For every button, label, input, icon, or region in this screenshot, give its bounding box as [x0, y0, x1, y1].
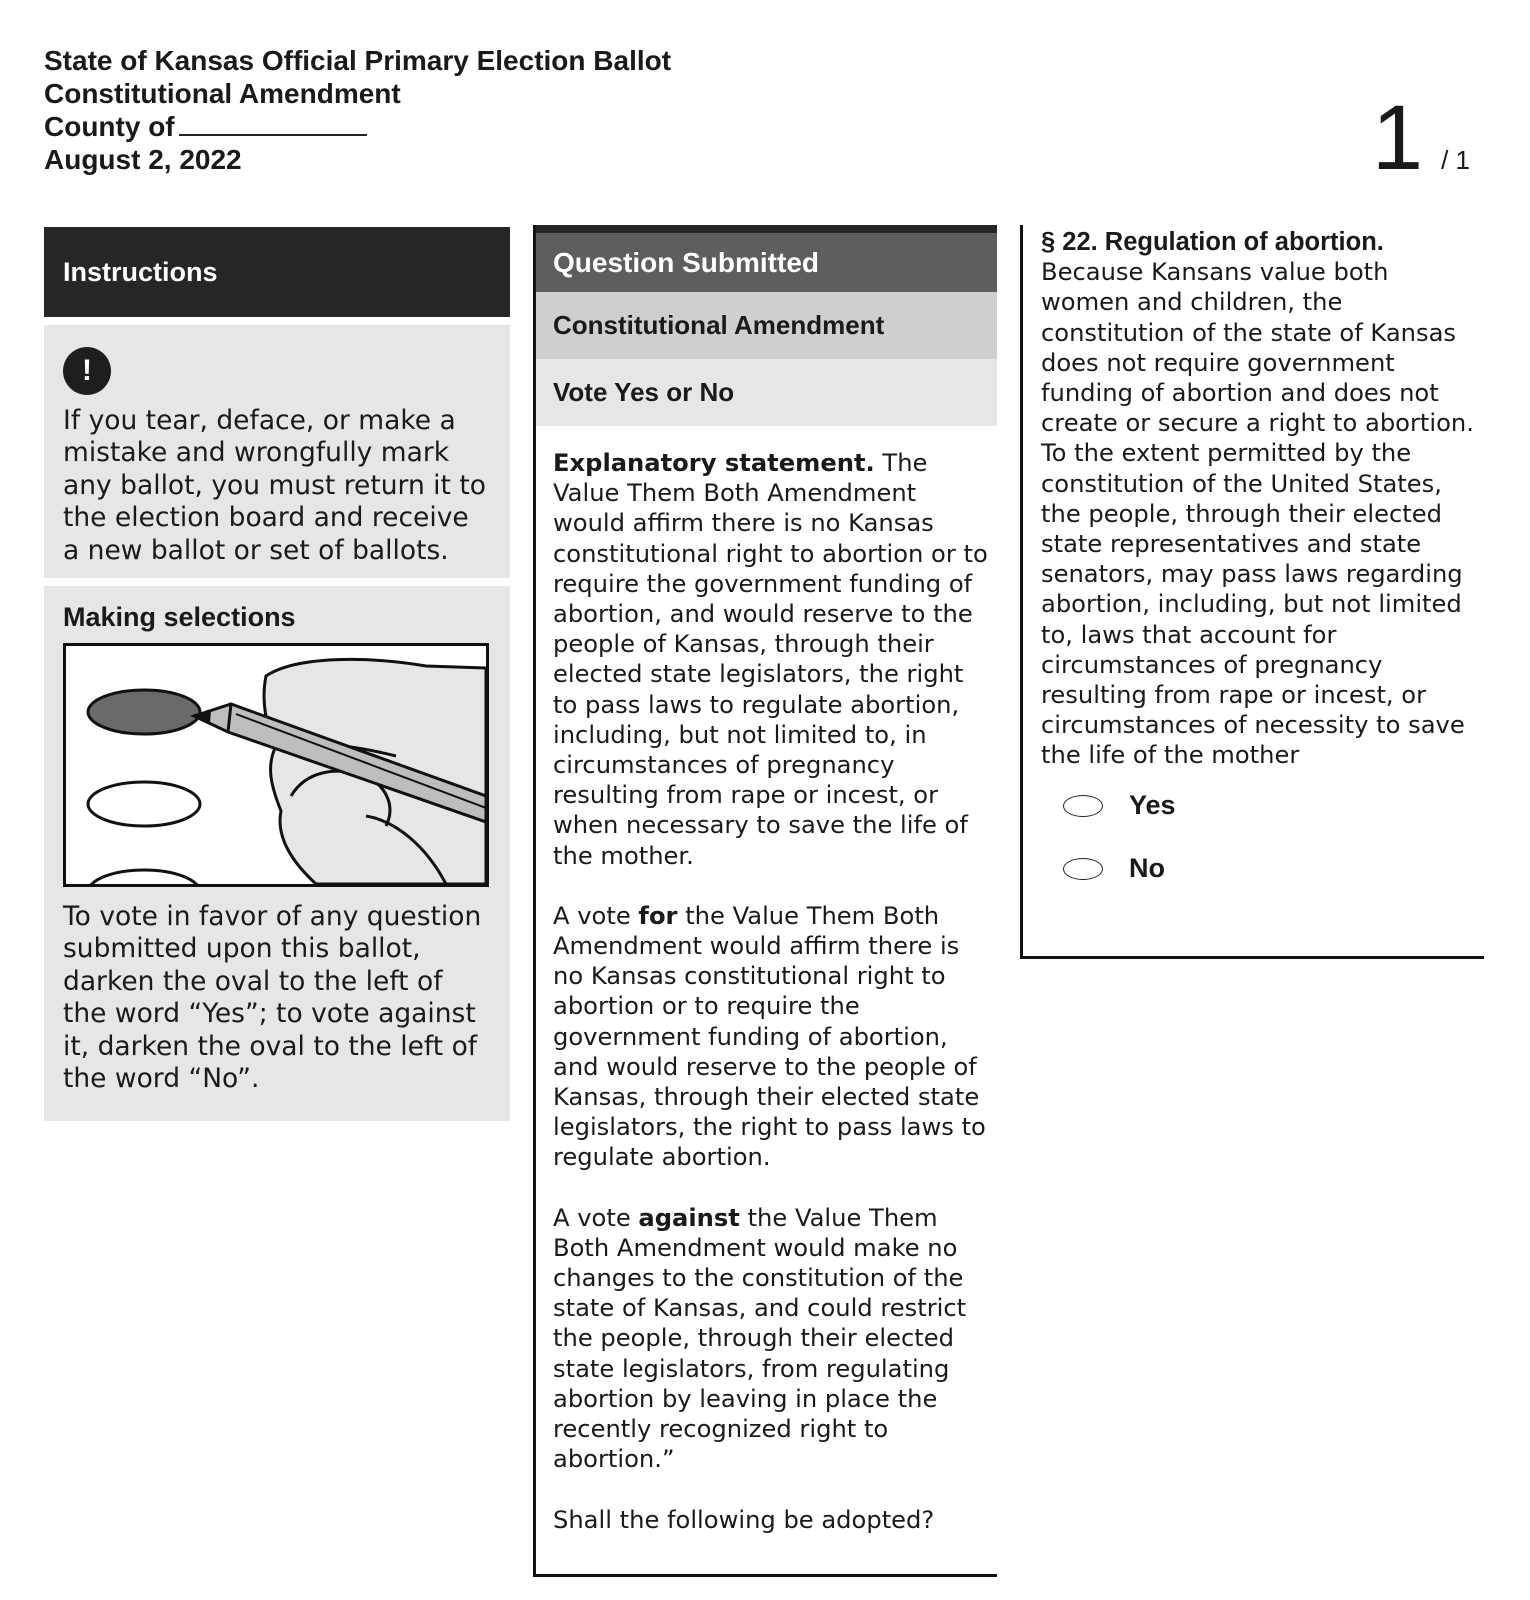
vote-against-statement — [553, 1203, 989, 1475]
vote-against-word: against — [638, 1203, 740, 1232]
yes-label[interactable]: Yes — [1129, 790, 1176, 820]
filled-oval-example — [88, 690, 200, 734]
election-date: August 2, 2022 — [44, 144, 242, 175]
vote-for-text: the Value Them Both Amendment would affirm there is no Kansas constitutional right to abortion or to require the government funding of abortion, and would reserve to the people of Kansas, through their elected state legislators, the right to pass laws to regulate abortion. — [553, 901, 986, 1172]
page-number: 1 — [1371, 87, 1424, 189]
instructions-heading: Instructions — [44, 227, 510, 317]
adoption-prompt: Shall the following be adopted? — [553, 1505, 935, 1534]
yes-oval[interactable] — [1063, 795, 1103, 817]
making-selections-text: To vote in favor of any question submitted upon this ballot, darken the oval to the left of the word “Yes”; to vote against it, darken the oval to the left of the word “No”. — [63, 901, 482, 1095]
warning-text: If you tear, deface, or make a mistake and wrongfully mark any ballot, you must return it to the election board and receive a new ballot or set of ballots. — [63, 405, 486, 566]
exclamation-circle-icon: ! — [63, 347, 111, 395]
instructions-column — [44, 227, 510, 1121]
option-yes[interactable] — [1063, 790, 1176, 821]
vote-for-prefix: A vote — [553, 901, 631, 930]
amendment-text: Because Kansans value both women and children, the constitution of the state of Kansas does not require government funding of abortion and does not create or secure a right to abortion. To the extent permitted by the constitution of the United States, the people, through their elected state representatives and state senators, may pass laws regarding abortion, including, but not limited to, laws that account for circumstances of pregnancy resulting from rape or incest, or circumstances of necessity to save the life of the mother — [1041, 258, 1474, 770]
empty-oval-example — [88, 782, 200, 826]
marking-illustration — [63, 643, 489, 887]
empty-oval-example — [88, 870, 200, 884]
county-line — [44, 110, 671, 143]
warning-box — [44, 325, 510, 578]
question-column — [533, 225, 997, 1577]
ballot-subtitle: Constitutional Amendment — [44, 78, 401, 109]
explanatory-label: Explanatory statement. — [553, 449, 875, 477]
vote-against-prefix: A vote — [553, 1203, 631, 1232]
ballot-title: State of Kansas Official Primary Election Ballot — [44, 45, 672, 76]
question-body — [536, 426, 997, 1535]
making-selections-heading: Making selections — [63, 602, 296, 632]
county-label: County of — [44, 111, 175, 142]
option-no[interactable] — [1063, 853, 1165, 884]
amendment-column — [1020, 225, 1484, 959]
explanatory-statement — [553, 448, 989, 871]
amendment-title: § 22. Regulation of abortion. — [1041, 228, 1384, 256]
vote-for-word: for — [638, 901, 678, 930]
no-oval[interactable] — [1063, 858, 1103, 880]
page-total: / 1 — [1441, 145, 1470, 175]
vote-instruction: Vote Yes or No — [536, 359, 997, 426]
hand-pencil-illustration — [66, 646, 486, 884]
making-selections-box — [44, 586, 510, 1121]
vote-against-text: the Value Them Both Amendment would make no changes to the constitution of the state of Kansas, and could restrict the people, through their elected state legislators, from regulating abortion by leaving in place the recently recognized right to abortion.” — [553, 1203, 967, 1474]
vote-for-statement — [553, 901, 989, 1173]
page-indicator — [1371, 87, 1470, 189]
county-blank — [179, 112, 367, 136]
amendment-text-block — [1023, 225, 1484, 771]
question-heading: Question Submitted — [536, 233, 997, 292]
no-label[interactable]: No — [1129, 853, 1165, 883]
question-top-rule — [536, 225, 997, 233]
explanatory-text: The Value Them Both Amendment would affirm there is no Kansas constitutional right to abortion or to require the government funding of abortion, and would reserve to the people of Kansas, through their elected state legislators, the right to pass laws to regulate abortion, including, but not limited to, in circumstances of pregnancy resulting from rape or incest, or when necessary to save the life of the mother. — [553, 449, 988, 870]
question-subheading: Constitutional Amendment — [536, 292, 997, 359]
ballot-header — [44, 44, 671, 176]
